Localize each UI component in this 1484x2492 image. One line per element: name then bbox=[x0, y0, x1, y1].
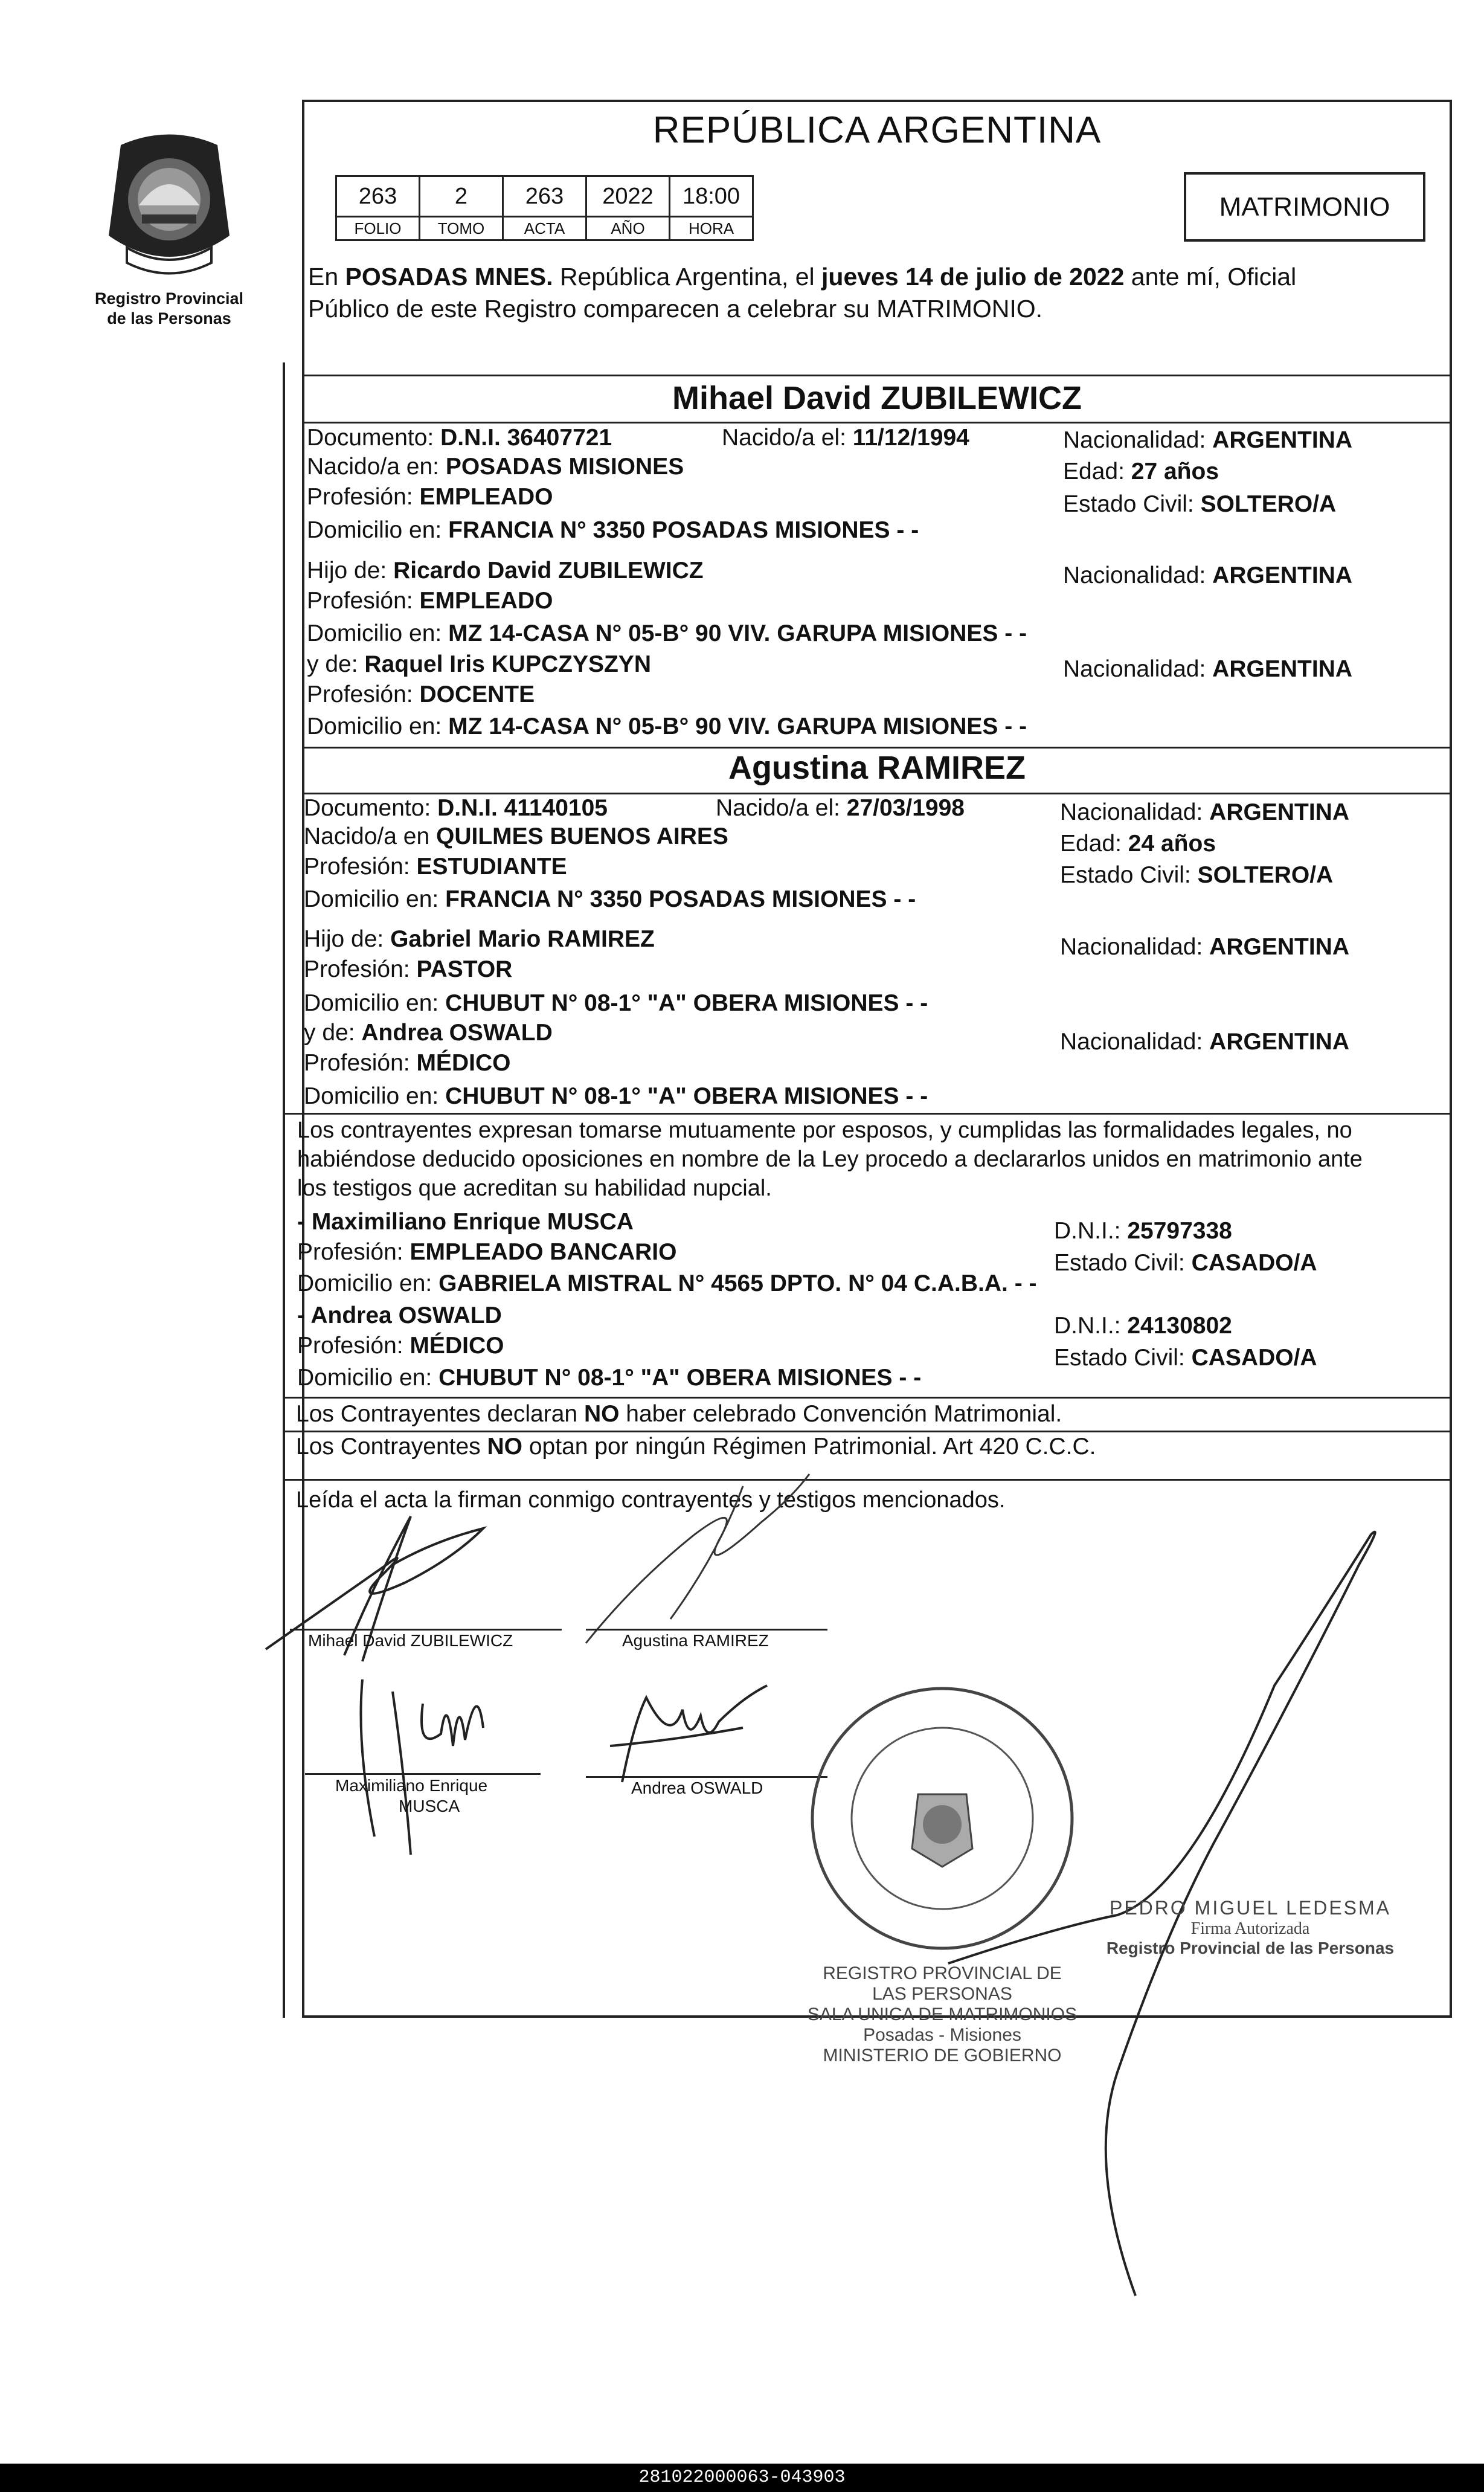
intro-place: POSADAS MNES. bbox=[345, 263, 553, 291]
party1-mother-address: Domicilio en: MZ 14-CASA N° 05-B° 90 VIV. GARUPA MISIONES - - bbox=[307, 713, 1027, 739]
party1-doc: Documento: D.N.I. 36407721 bbox=[307, 425, 612, 451]
party2-doc: Documento: D.N.I. 41140105 bbox=[304, 795, 608, 821]
declaration-line2: habiéndose deducido oposiciones en nombre de la Ley procedo a declararlos unidos en matrimonio ante bbox=[297, 1147, 1363, 1172]
party1-age: Edad: 27 años bbox=[1063, 459, 1219, 485]
hour-label: HORA bbox=[670, 217, 753, 240]
year-label: AÑO bbox=[586, 217, 670, 240]
province-emblem-icon bbox=[91, 127, 248, 284]
signature-line-agustina bbox=[586, 1629, 827, 1631]
witness2-profession: Profesión: MÉDICO bbox=[297, 1333, 504, 1359]
signatures-intro: Leída el acta la firman conmigo contrayentes y testigos mencionados. bbox=[296, 1487, 1006, 1513]
tomo-value: 2 bbox=[420, 176, 503, 217]
witness2-civil-status: Estado Civil: CASADO/A bbox=[1054, 1345, 1317, 1371]
party2-birthplace: Nacido/a en QUILMES BUENOS AIRES bbox=[304, 823, 728, 849]
clause-convention: Los Contrayentes declaran NO haber celebrado Convención Matrimonial. bbox=[296, 1401, 1062, 1427]
signature-label-maximiliano-1: Maximiliano Enrique bbox=[335, 1776, 488, 1795]
party2-age: Edad: 24 años bbox=[1060, 831, 1216, 857]
divider bbox=[302, 375, 1452, 376]
intro-text-1: En bbox=[308, 263, 345, 291]
act-type-box: MATRIMONIO bbox=[1184, 172, 1425, 242]
party1-nationality: Nacionalidad: ARGENTINA bbox=[1063, 427, 1353, 453]
party2-nationality: Nacionalidad: ARGENTINA bbox=[1060, 799, 1350, 825]
party1-profession: Profesión: EMPLEADO bbox=[307, 484, 553, 510]
divider bbox=[302, 422, 1452, 423]
party1-mother-profession: Profesión: DOCENTE bbox=[307, 681, 535, 707]
divider bbox=[284, 1479, 1452, 1481]
hour-value: 18:00 bbox=[670, 176, 753, 217]
party2-mother: y de: Andrea OSWALD bbox=[304, 1020, 553, 1046]
party1-born: Nacido/a el: 11/12/1994 bbox=[722, 425, 969, 451]
folio-value: 263 bbox=[336, 176, 420, 217]
acta-value: 263 bbox=[503, 176, 586, 217]
stamp-city-text: Posadas - Misiones bbox=[863, 2025, 1021, 2045]
signature-maximiliano bbox=[338, 1655, 532, 1873]
intro-text-3: ante mí, Oficial bbox=[1124, 263, 1297, 291]
stamp-outer-text: REGISTRO PROVINCIAL DE LAS PERSONAS bbox=[823, 1963, 1062, 2004]
party2-father-address: Domicilio en: CHUBUT N° 08-1° "A" OBERA MISIONES - - bbox=[304, 990, 928, 1016]
registry-label-line2: de las Personas bbox=[107, 309, 231, 327]
witness2-address: Domicilio en: CHUBUT N° 08-1° "A" OBERA MISIONES - - bbox=[297, 1365, 922, 1391]
signature-label-mihael: Mihael David ZUBILEWICZ bbox=[308, 1631, 513, 1650]
document-code-bar: 281022000063-043903 bbox=[0, 2464, 1484, 2492]
signature-label-agustina: Agustina RAMIREZ bbox=[622, 1631, 769, 1650]
party1-mother-nationality: Nacionalidad: ARGENTINA bbox=[1063, 656, 1353, 682]
signature-line-maximiliano bbox=[305, 1773, 541, 1775]
intro-line1 bbox=[308, 263, 1296, 291]
party1-civil-status: Estado Civil: SOLTERO/A bbox=[1063, 491, 1337, 517]
acta-label: ACTA bbox=[503, 217, 586, 240]
party2-mother-nationality: Nacionalidad: ARGENTINA bbox=[1060, 1029, 1350, 1055]
witness2-dni: D.N.I.: 24130802 bbox=[1054, 1313, 1232, 1339]
stamp-inner-text: SALA UNICA DE MATRIMONIOS bbox=[807, 2004, 1078, 2024]
registry-label-line1: Registro Provincial bbox=[94, 289, 244, 307]
declaration-line1: Los contrayentes expresan tomarse mutuamente por esposos, y cumplidas las formalidades legales, no bbox=[297, 1118, 1352, 1143]
tomo-label: TOMO bbox=[420, 217, 503, 240]
party2-father-nationality: Nacionalidad: ARGENTINA bbox=[1060, 934, 1350, 960]
party2-profession: Profesión: ESTUDIANTE bbox=[304, 854, 567, 880]
party1-father-address: Domicilio en: MZ 14-CASA N° 05-B° 90 VIV. GARUPA MISIONES - - bbox=[307, 620, 1027, 646]
witness1-civil-status: Estado Civil: CASADO/A bbox=[1054, 1250, 1317, 1276]
witness1-profession: Profesión: EMPLEADO BANCARIO bbox=[297, 1239, 677, 1265]
party1-mother: y de: Raquel Iris KUPCZYSZYN bbox=[307, 651, 651, 677]
official-office: Registro Provincial de las Personas bbox=[1106, 1939, 1395, 1957]
divider bbox=[284, 1431, 1452, 1432]
intro-date: jueves 14 de julio de 2022 bbox=[821, 263, 1125, 291]
witness2-name: - Andrea OSWALD bbox=[297, 1302, 502, 1328]
party2-civil-status: Estado Civil: SOLTERO/A bbox=[1060, 862, 1334, 888]
witness1-address: Domicilio en: GABRIELA MISTRAL N° 4565 DPTO. N° 04 C.A.B.A. - - bbox=[297, 1270, 1037, 1296]
party1-name: Mihael David ZUBILEWICZ bbox=[672, 380, 1082, 416]
party1-father-profession: Profesión: EMPLEADO bbox=[307, 588, 553, 614]
declaration-line3: los testigos que acreditan su habilidad nupcial. bbox=[297, 1176, 772, 1201]
party1-address: Domicilio en: FRANCIA N° 3350 POSADAS MISIONES - - bbox=[307, 517, 919, 543]
record-number-table bbox=[335, 175, 754, 241]
signature-line-mihael bbox=[290, 1629, 562, 1631]
witness1-name: - Maximiliano Enrique MUSCA bbox=[297, 1209, 634, 1235]
official-name: PEDRO MIGUEL LEDESMA bbox=[1109, 1897, 1391, 1919]
signature-line-andrea bbox=[586, 1776, 827, 1778]
signature-label-andrea: Andrea OSWALD bbox=[631, 1779, 763, 1797]
registry-label bbox=[72, 289, 266, 329]
party1-father: Hijo de: Ricardo David ZUBILEWICZ bbox=[307, 558, 704, 584]
party2-mother-profession: Profesión: MÉDICO bbox=[304, 1050, 511, 1076]
divider bbox=[284, 1113, 1452, 1115]
party1-father-nationality: Nacionalidad: ARGENTINA bbox=[1063, 562, 1353, 588]
party2-mother-address: Domicilio en: CHUBUT N° 08-1° "A" OBERA MISIONES - - bbox=[304, 1083, 928, 1109]
divider bbox=[284, 1397, 1452, 1399]
party2-name: Agustina RAMIREZ bbox=[728, 750, 1026, 786]
folio-label: FOLIO bbox=[336, 217, 420, 240]
official-role: Firma Autorizada bbox=[1190, 1919, 1310, 1938]
party2-father-profession: Profesión: PASTOR bbox=[304, 956, 513, 982]
witness1-dni: D.N.I.: 25797338 bbox=[1054, 1218, 1232, 1244]
frame-left-border bbox=[283, 362, 285, 2018]
party2-father: Hijo de: Gabriel Mario RAMIREZ bbox=[304, 926, 655, 952]
document-title: REPÚBLICA ARGENTINA bbox=[652, 109, 1102, 151]
intro-line2: Público de este Registro comparecen a celebrar su MATRIMONIO. bbox=[308, 295, 1043, 323]
stamp-bottom-text: MINISTERIO DE GOBIERNO bbox=[823, 2046, 1062, 2065]
party2-born: Nacido/a el: 27/03/1998 bbox=[716, 795, 965, 821]
party1-birthplace: Nacido/a en: POSADAS MISIONES bbox=[307, 454, 684, 480]
clause-regime: Los Contrayentes NO optan por ningún Régimen Patrimonial. Art 420 C.C.C. bbox=[296, 1434, 1096, 1460]
intro-text-2: República Argentina, el bbox=[553, 263, 822, 291]
year-value: 2022 bbox=[586, 176, 670, 217]
official-signature-block bbox=[1081, 1897, 1419, 1958]
signature-label-maximiliano-2: MUSCA bbox=[399, 1797, 460, 1815]
divider bbox=[302, 747, 1452, 749]
party2-address: Domicilio en: FRANCIA N° 3350 POSADAS MISIONES - - bbox=[304, 886, 916, 912]
